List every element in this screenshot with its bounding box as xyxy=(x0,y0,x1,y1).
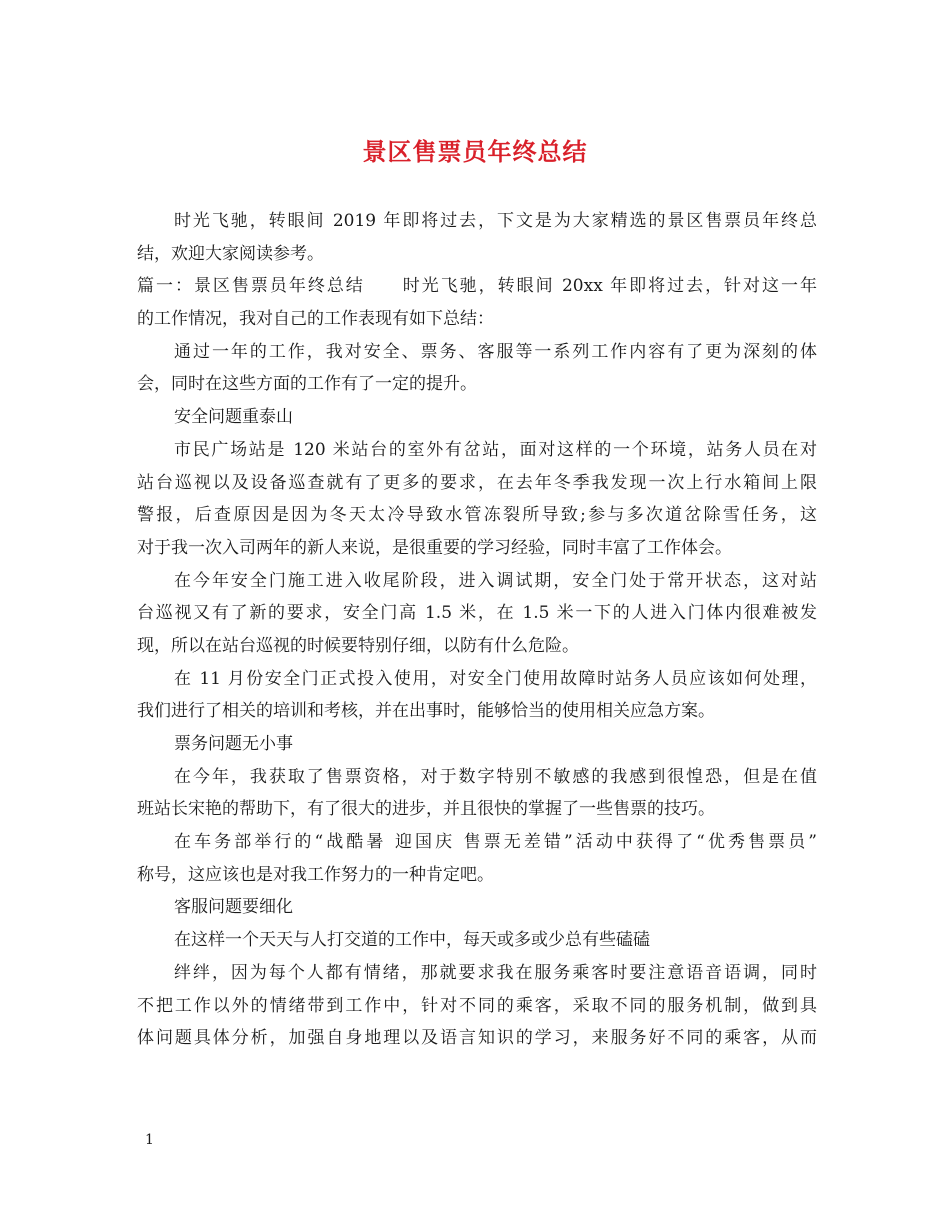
text-line: 结，欢迎大家阅读参考。 xyxy=(137,243,324,264)
text-line: 在这样一个天天与人打交道的工作中，每天或多或少总有些磕磕 xyxy=(174,930,650,951)
text-line: 我们进行了相关的培训和考核，并在出事时，能够恰当的使用相关应急方案。 xyxy=(137,701,715,722)
text-line: 通过一年的工作，我对安全、票务、客服等一系列工作内容有了更为深刻的体 xyxy=(174,341,817,362)
text-line: 称号，这应该也是对我工作努力的一种肯定吧。 xyxy=(137,864,494,885)
text-line: 站台巡视以及设备巡查就有了更多的要求，在去年冬季我发现一次上行水箱间上限 xyxy=(137,472,817,493)
text-line: 时光飞驰，转眼间 2019 年即将过去，下文是为大家精选的景区售票员年终总 xyxy=(174,211,817,231)
text-line: 在 11 月份安全门正式投入使用，对安全门使用故障时站务人员应该如何处理， xyxy=(174,668,817,689)
text-line: 在今年安全门施工进入收尾阶段，进入调试期，安全门处于常开状态，这对站 xyxy=(174,570,817,591)
section-heading: 票务问题无小事 xyxy=(174,734,293,754)
section-heading: 安全问题重泰山 xyxy=(174,407,293,428)
document-title: 景区售票员年终总结 xyxy=(362,138,588,166)
document-body xyxy=(137,205,817,1055)
text-line: 绊绊，因为每个人都有情绪，那就要求我在服务乘客时要注意语音语调，同时 xyxy=(174,962,817,983)
text-line: 班站长宋艳的帮助下，有了很大的进步，并且很快的掌握了一些售票的技巧。 xyxy=(137,799,715,820)
page-number: 1 xyxy=(145,1132,154,1148)
text-line: 警报，后查原因是因为冬天太冷导致水管冻裂所导致;参与多次道岔除雪任务，这 xyxy=(137,505,817,526)
text-line: 现，所以在站台巡视的时候要特别仔细，以防有什么危险。 xyxy=(137,635,579,656)
text-line: 不把工作以外的情绪带到工作中，针对不同的乘客，采取不同的服务机制，做到具 xyxy=(137,995,817,1016)
text-line: 在车务部举行的“战酷暑 迎国庆 售票无差错”活动中获得了“优秀售票员” xyxy=(174,832,817,853)
text-line: 体问题具体分析，加强自身地理以及语言知识的学习，来服务好不同的乘客，从而 xyxy=(137,1028,817,1049)
text-line: 在今年，我获取了售票资格，对于数字特别不敏感的我感到很惶恐，但是在值 xyxy=(174,766,817,787)
text-line: 篇一：景区售票员年终总结 时光飞驰，转眼间 20xx 年即将过去，针对这一年 xyxy=(137,276,817,297)
text-line: 的工作情况，我对自己的工作表现有如下总结： xyxy=(137,309,494,330)
section-heading: 客服问题要细化 xyxy=(174,897,293,918)
text-line: 市民广场站是 120 米站台的室外有岔站，面对这样的一个环境，站务人员在对 xyxy=(174,439,817,460)
text-line: 会，同时在这些方面的工作有了一定的提升。 xyxy=(137,374,477,395)
text-line: 对于我一次入司两年的新人来说，是很重要的学习经验，同时丰富了工作体会。 xyxy=(137,537,732,558)
text-line: 台巡视又有了新的要求，安全门高 1.5 米，在 1.5 米一下的人进入门体内很难被发 xyxy=(137,603,817,624)
